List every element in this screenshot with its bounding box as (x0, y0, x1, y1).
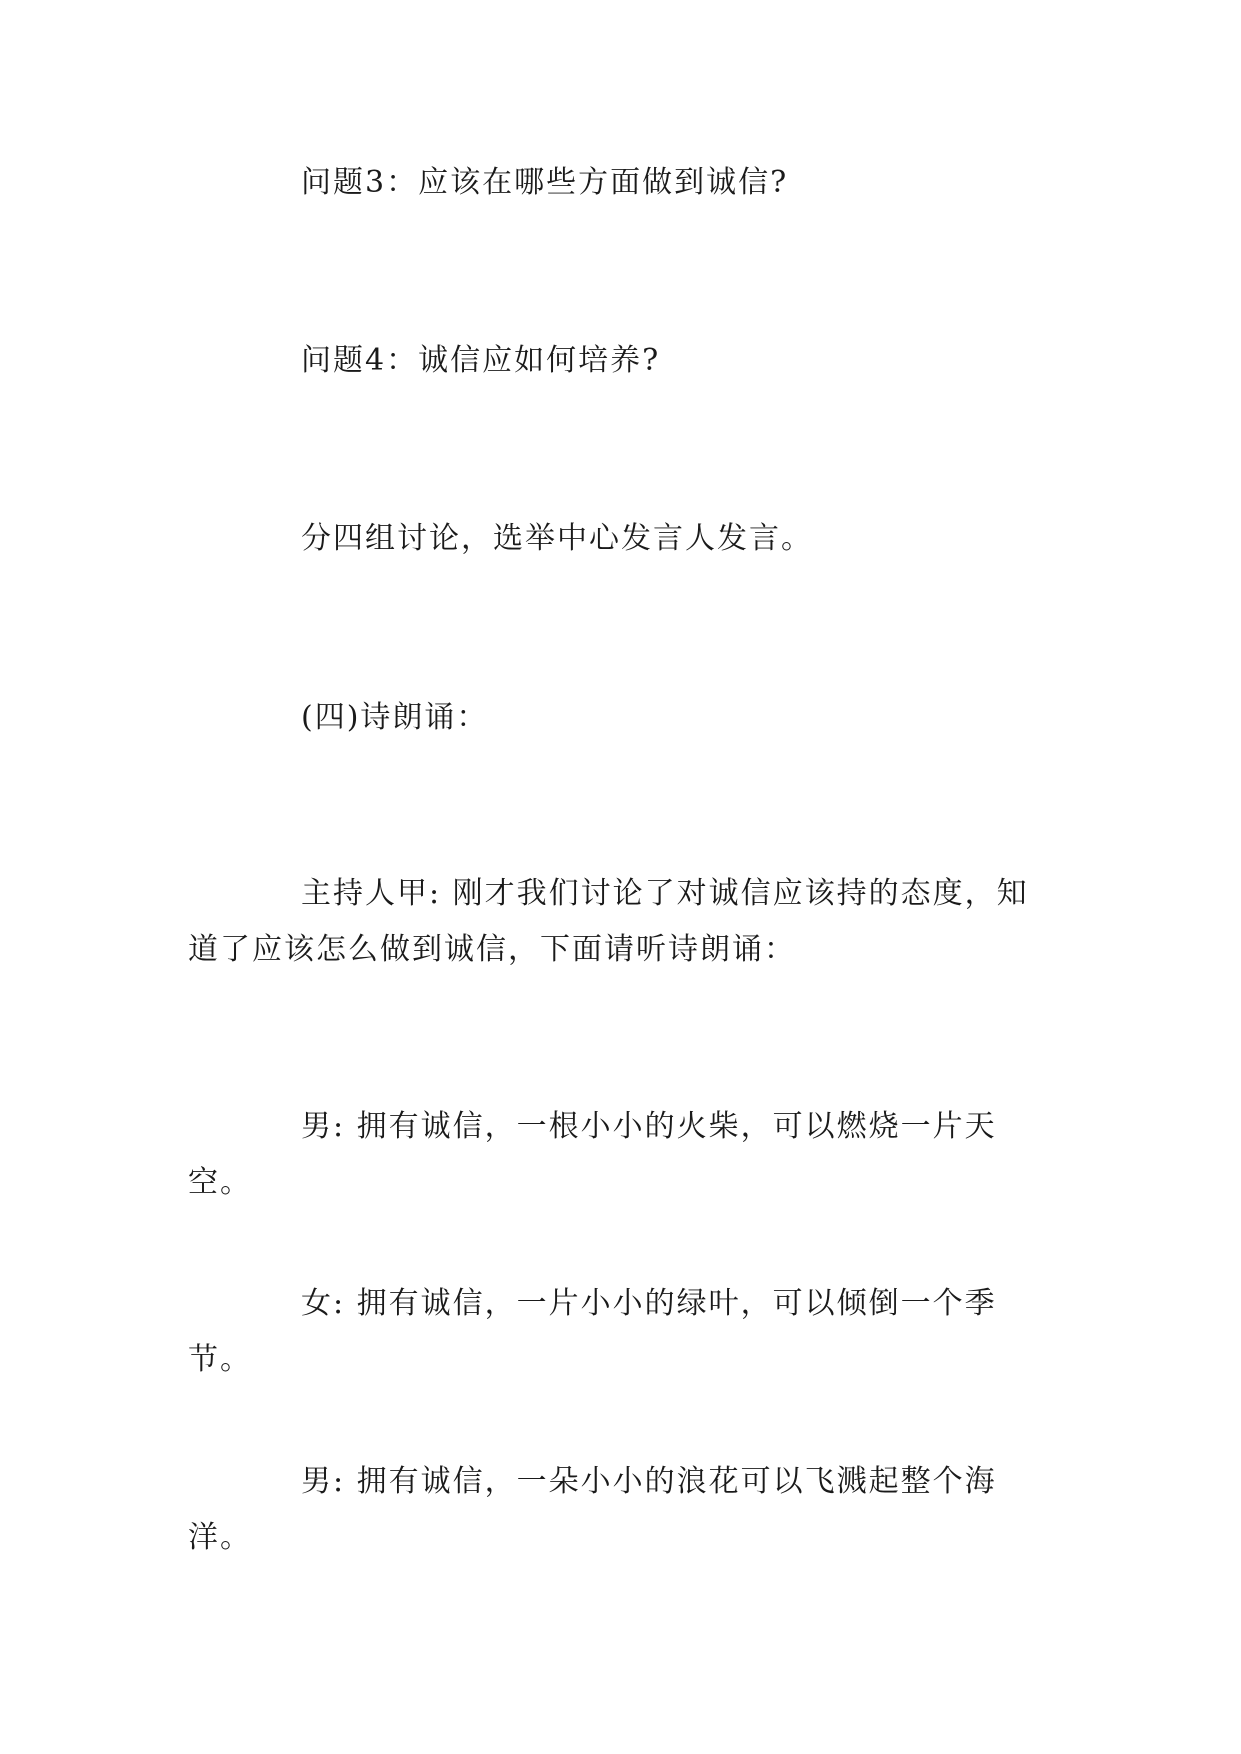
group-discussion-paragraph: 分四组讨论，选举中心发言人发言。 (301, 521, 813, 556)
question-3-paragraph: 问题3：应该在哪些方面做到诚信? (301, 165, 789, 200)
female-line-1-paragraph: 女: 拥有诚信，一片小小的绿叶，可以倾倒一个季节。 (188, 1286, 997, 1377)
male-line-1-paragraph: 男: 拥有诚信，一根小小的火柴，可以燃烧一片天空。 (188, 1109, 997, 1200)
section-heading-poetry-recital: (四)诗朗诵： (301, 700, 489, 735)
question-4-paragraph: 问题4：诚信应如何培养? (301, 343, 661, 378)
host-a-paragraph: 主持人甲: 刚才我们讨论了对诚信应该持的态度，知道了应该怎么做到诚信，下面请听诗朗诵： (188, 876, 1029, 967)
male-line-2-paragraph: 男: 拥有诚信，一朵小小的浪花可以飞溅起整个海洋。 (188, 1464, 997, 1555)
